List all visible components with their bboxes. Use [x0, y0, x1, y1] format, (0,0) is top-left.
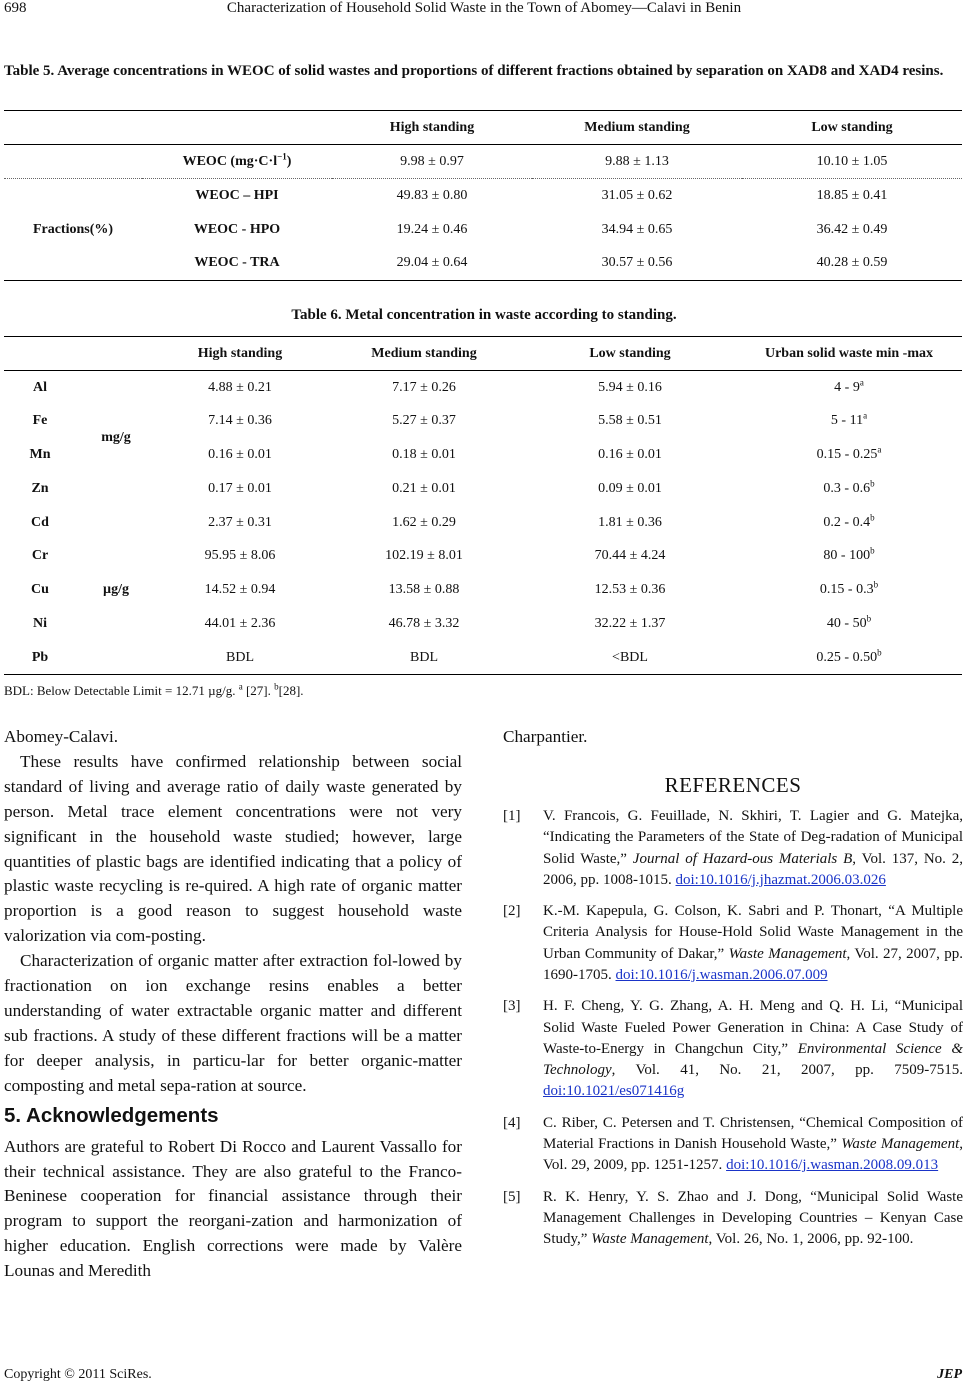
table5-caption: Table 5. Average concentrations in WEOC of solid wastes and proportions of different fractions obtained by separation on XAD8 and XAD4 resins. [4, 63, 944, 79]
table-cell: 9.88 ± 1.13 [532, 145, 742, 179]
table-cell: 12.53 ± 0.36 [594, 582, 666, 598]
range-cell: 5 - 11$^a$ [830, 410, 868, 429]
section-heading: 5. Acknowledgements [4, 1103, 219, 1127]
table-cell: 44.01 ± 2.36 [204, 615, 276, 631]
reference-details: , Vol. 27, 2007, pp. 1690-1705. [543, 945, 964, 983]
table-cell: 49.83 ± 0.80 [396, 187, 468, 203]
reference-details: , Vol. 26, No. 1, 2006, pp. 92-100. [708, 1231, 914, 1248]
range-cell: 0.15 - 0.3$^b$ [819, 579, 879, 598]
reference-text: R. K. Henry, Y. S. Zhao and J. Dong, “Municipal Solid Waste Management Challenges in Developing Countries – Kenyan Case Study,” [543, 1188, 963, 1248]
table-cell: 7.14 ± 0.36 [208, 413, 272, 429]
reference-item [503, 806, 963, 891]
table-cell: 19.24 ± 0.46 [396, 221, 468, 237]
unit-label: mg/g [101, 430, 131, 446]
table-cell: 4.88 ± 0.21 [208, 379, 272, 395]
table6-caption: Table 6. Metal concentration in waste according to standing. [291, 307, 677, 323]
table-cell: 36.42 ± 0.49 [816, 221, 888, 237]
table-cell: 5.58 ± 0.51 [598, 413, 662, 429]
reference-text: C. Riber, C. Petersen and T. Christensen, “Chemical Composition of Material Fractions in Danish Household Waste,” [543, 1114, 963, 1153]
page-header [0, 0, 968, 22]
table-cell: 46.78 ± 3.32 [388, 615, 460, 631]
body-paragraph: These results have confirmed relationship between social standard of living and average ratio of daily waste generated by person. Metal trace element concentrations were not very significant in the household waste studied; however, large quantities of plastic bags are identified indicating that a policy of plastic waste recycling is re-quired. A high rate of organic matter proportion is a good reason to suggest household waste valorization via com-posting. [4, 751, 462, 946]
right-column [503, 725, 963, 1261]
table-cell: 5.94 ± 0.16 [598, 379, 662, 395]
table-row [4, 179, 962, 213]
table-cell: 10.10 ± 1.05 [742, 145, 962, 179]
table6-body [4, 371, 962, 675]
reference-journal: Waste Management [728, 945, 847, 962]
reference-item [503, 996, 963, 1102]
table-cell: 70.44 ± 4.24 [594, 548, 666, 564]
doi-link[interactable]: doi:10.1021/es071416g [543, 1083, 685, 1100]
table-cell: 34.94 ± 0.65 [601, 221, 673, 237]
reference-list [503, 806, 963, 1251]
table-cell: 29.04 ± 0.64 [332, 247, 532, 281]
body-paragraph: Charpantier. [503, 727, 588, 746]
range-cell: 0.3 - 0.6$^b$ [823, 478, 875, 496]
table-cell: 102.19 ± 8.01 [385, 548, 463, 564]
reference-number: [2] [503, 903, 521, 920]
table6-note: BDL: Below Detectable Limit = 12.71 µg/g. $^a$ [27]. $^b$[28]. [4, 681, 304, 698]
copyright: Copyright © 2011 SciRes. [4, 1367, 152, 1382]
metal-label: Pb [4, 641, 76, 675]
metal-label: Cr [31, 548, 49, 564]
body-paragraph: Authors are grateful to Robert Di Rocco and Laurent Vassallo for their technical assistance. They are also grateful to the Franco-Beninese cooperation for financial assistance through their program to support the reorgani-zation and harmonization of higher education. English corrections were made by Valère Lounas and Meredith [4, 1136, 462, 1281]
reference-text: V. Francois, G. Feuillade, N. Skhiri, T. Lagier and G. Matejka, “Indicating the Parameters of the State of Deg-radation of Municipal Solid Waste,” [543, 807, 963, 867]
reference-text: K.-M. Kapepula, G. Colson, K. Sabri and P. Thonart, “A Multiple Criteria Analysis for House-Hold Solid Waste Management in the Urban Community of Dakar,” [543, 903, 963, 962]
reference-item [503, 1113, 963, 1177]
table-cell: 0.16 ± 0.01 [208, 446, 272, 462]
doi-link[interactable]: doi:10.1016/j.wasman.2006.07.009 [615, 966, 828, 983]
table6-header-row [4, 337, 962, 371]
reference-details: , Vol. 29, 2009, pp. 1251-1257. [543, 1136, 963, 1174]
reference-journal: Waste Management [591, 1231, 709, 1248]
column-header: High standing [156, 337, 324, 371]
metal-label: Ni [33, 615, 47, 631]
body-paragraph: Abomey-Calavi. [4, 727, 119, 746]
reference-number: [4] [503, 1114, 521, 1131]
table-row [4, 371, 962, 405]
table-cell: 5.27 ± 0.37 [392, 413, 456, 429]
range-cell: 4 - 9$^a$ [834, 376, 864, 395]
row-label: WEOC - TRA [142, 247, 332, 281]
table-cell: 0.16 ± 0.01 [598, 446, 662, 462]
row-label: WEOC - HPO [193, 221, 281, 237]
reference-item [503, 901, 963, 986]
table-cell: 0.21 ± 0.01 [392, 480, 456, 496]
reference-details: , Vol. 137, No. 2, 2006, pp. 1008-1015. [543, 850, 963, 888]
table-row [4, 506, 962, 540]
reference-number: [1] [503, 807, 521, 824]
range-cell: 80 - 100$^b$ [823, 545, 875, 564]
row-label: WEOC $(mg\cdot C\cdot l^{-1})$ [142, 145, 332, 179]
table-cell: BDL [156, 641, 324, 675]
metal-label: Cu [31, 582, 49, 598]
table-cell: 40.28 ± 0.59 [742, 247, 962, 281]
reference-journal: Environmental Science & Technology [543, 1040, 963, 1079]
table-cell: 0.17 ± 0.01 [208, 480, 272, 496]
range-cell: 40 - 50$^b$ [826, 613, 872, 631]
table-cell: 0.18 ± 0.01 [392, 446, 456, 462]
doi-link[interactable]: doi:10.1016/j.wasman.2008.09.013 [726, 1157, 939, 1174]
table-cell: 9.98 ± 0.97 [332, 145, 532, 179]
metal-label: Fe [32, 413, 48, 429]
group-label: Fractions(%) [4, 179, 142, 281]
table-cell: 30.57 ± 0.56 [532, 247, 742, 281]
running-title: Characterization of Household Solid Waste in the Town of Abomey—Calavi in Benin [226, 0, 742, 16]
references-heading: REFERENCES [664, 772, 802, 797]
table-row [4, 247, 962, 281]
table-cell: BDL [324, 641, 524, 675]
metal-label: Al [33, 379, 47, 395]
reference-journal: Journal of Hazard-ous Materials B [632, 850, 853, 867]
doi-link[interactable]: doi:10.1016/j.jhazmat.2006.03.026 [675, 871, 886, 888]
table-cell: 31.05 ± 0.62 [601, 187, 673, 203]
range-cell: 0.25 - 0.50$^b$ [736, 641, 962, 675]
journal-abbrev: JEP [937, 1367, 962, 1382]
table-cell: 1.62 ± 0.29 [392, 514, 456, 530]
table-cell: 0.09 ± 0.01 [598, 480, 662, 496]
table-row [4, 213, 962, 247]
range-cell: 0.2 - 0.4$^b$ [823, 511, 875, 530]
table-cell: 32.22 ± 1.37 [594, 615, 666, 631]
table-cell: 18.85 ± 0.41 [816, 187, 888, 203]
column-header: Medium standing [324, 337, 524, 371]
row-label: WEOC – HPI [195, 187, 279, 203]
body-paragraph: Characterization of organic matter after extraction fol-lowed by fractionation on ion exchange resins enables a better understanding of water extractable organic matter and different sub fractions. A study of these different fractions will be a matter for deeper analysis, in particu-lar for better organic-matter composting and metal sepa-ration at source. [4, 951, 462, 1095]
table-cell: <BDL [524, 641, 736, 675]
unit-label: µg/g [76, 506, 156, 675]
column-header: Medium standing [532, 111, 742, 145]
table-cell: 14.52 ± 0.94 [204, 582, 276, 598]
table-cell: 2.37 ± 0.31 [208, 514, 272, 530]
reference-journal: Waste Management [841, 1136, 960, 1153]
table-cell: 7.17 ± 0.26 [392, 379, 456, 395]
range-cell: 0.15 - 0.25$^a$ [816, 444, 882, 462]
table5-header-row [4, 111, 962, 145]
column-header: High standing [332, 111, 532, 145]
column-header: Urban solid waste min -max [736, 337, 962, 371]
left-column [4, 725, 462, 1284]
metal-label: Mn [29, 446, 51, 462]
table-cell: 13.58 ± 0.88 [388, 582, 460, 598]
page-number: 698 [4, 0, 27, 16]
reference-number: [5] [503, 1188, 521, 1205]
reference-details: , Vol. 41, No. 21, 2007, pp. 7509-7515. [611, 1062, 963, 1079]
reference-number: [3] [503, 998, 521, 1015]
table6 [4, 336, 962, 675]
column-header: Low standing [524, 337, 736, 371]
reference-item [503, 1187, 963, 1251]
table-cell: 1.81 ± 0.36 [598, 514, 662, 530]
table5 [4, 110, 962, 281]
metal-label: Zn [31, 480, 49, 496]
reference-text: H. F. Cheng, Y. G. Zhang, A. H. Meng and Q. H. Li, “Municipal Solid Waste Fueled Power Generation in China: A Case Study of Waste-to-Energy in Changchun City,” [543, 998, 963, 1057]
table5-weoc-row [4, 145, 962, 179]
metal-label: Cd [31, 514, 49, 530]
column-header: Low standing [742, 111, 962, 145]
table-cell: 95.95 ± 8.06 [204, 548, 276, 564]
